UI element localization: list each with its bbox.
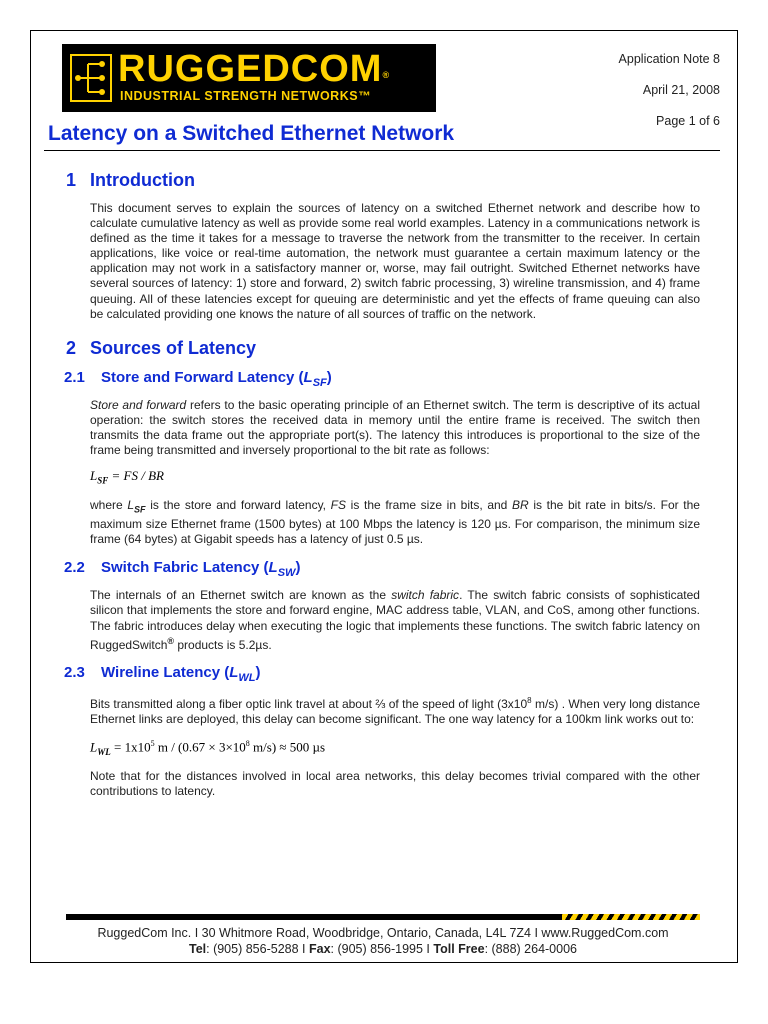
section-2-2-heading: 2.2 Switch Fabric Latency $(L_{SW})$ — [64, 559, 301, 580]
page-number: Page 1 of 6 — [656, 114, 720, 128]
wireline-equation: $L_{WL} = 1x10^5$ $m / (0.67 \times 3\times 10^8$ m/s) ≈ 500 µs — [90, 738, 326, 757]
title-divider — [44, 150, 720, 151]
footer-contacts: Tel: (905) 856-5288 I Fax: (905) 856-1995 I Toll Free: (888) 264-0006 — [188, 942, 577, 956]
registered-mark: ® — [167, 635, 175, 646]
section-2-1-heading: 2.1 Store and Forward Latency $(L_{SF})$ — [64, 368, 332, 389]
ruggedcom-logo — [62, 44, 436, 112]
document-body — [66, 170, 700, 799]
section-2-2-paragraph: The internals of an Ethernet switch are known as the switch fabric. The switch fabric consists of sophisticated silicon that implements the store and forward engine, MAC address table, VLAN, and CoS, among other functions. The fabric introduces delay when executing the logic that implements these functions. The switch fabric latency on RuggedSwitch® products is 5.2µs. — [90, 588, 700, 652]
section-2-3-heading: 2.3 Wireline Latency $(L_{WL})$ — [64, 663, 261, 684]
registered-mark: ® — [382, 70, 391, 80]
network-tree-icon — [70, 54, 112, 102]
section-2-3-paragraph: Bits transmitted along a fiber optic link travel at about ⅔ of the speed of light ($3x10^8$ m/s) . When very long distance Ethernet links are deployed, this delay can become significant. The one way latency for a 100km link works out to: — [90, 695, 700, 726]
brand-tagline: INDUSTRIAL STRENGTH NETWORKS™ — [120, 89, 372, 103]
footer-hazard-stripe — [562, 914, 700, 920]
section-2-1-paragraph: Store and forward refers to the basic operating principle of an Ethernet switch. The term is descriptive of its actual operation: the switch stores the received data in memory until the entire frame is received. The switch then transmits the data frame out the appropriate port(s). The latency this introduces is proportional to the size of the frame being transmitted and inversely proportional to the bit rate as follows: — [90, 397, 700, 458]
section-1-heading: 1 Introduction — [66, 170, 195, 190]
doc-type: Application Note 8 — [618, 52, 720, 66]
section-2-heading: 2 Sources of Latency — [66, 337, 257, 358]
section-2-3-note: Note that for the distances involved in local area networks, this delay becomes trivial compared with the other contributions to latency. — [90, 768, 700, 798]
store-forward-equation: $L_{SF}$ = FS / BR — [90, 468, 164, 486]
document-title: Latency on a Switched Ethernet Network — [48, 122, 455, 145]
brand-name: RUGGEDCOM® — [118, 48, 391, 90]
doc-date: April 21, 2008 — [642, 83, 720, 97]
section-1-paragraph: This document serves to explain the sources of latency on a switched Ethernet network and describe how to calculate cumulative latency as well as provide some real world examples. Latency in a communications network is defined as the time it takes for a message to traverse the network from the transmitter to the receiver. In certain applications, like voice or real-time automation, the network must guarantee a certain maximum latency or the application may not work in a satisfactory manner or, worse, may fail outright. Switched Ethernet networks have several sources of latency: 1) store and forward, 2) switch fabric processing, 3) wireline transmission, and 4) frame queuing. All of these latencies except for queuing are deterministic and yet the effects of frame queuing can also be calculated providing one knows the nature of all sources of traffic on the network. — [90, 201, 700, 321]
section-2-1-explanation: where $L_{SF}$ is the store and forward latency, FS is the frame size in bits, and BR is the bit rate in bits/s. For the maximum size Ethernet frame (1500 bytes) at 100 Mbps the latency is 120 µs. For comparison, the minimum size frame (64 bytes) at Gigabit speeds has a latency of just 0.5 µs. — [90, 497, 700, 547]
footer-address: RuggedCom Inc. I 30 Whitmore Road, Woodbridge, Ontario, Canada, L4L 7Z4 I www.RuggedCom.com — [97, 926, 669, 940]
